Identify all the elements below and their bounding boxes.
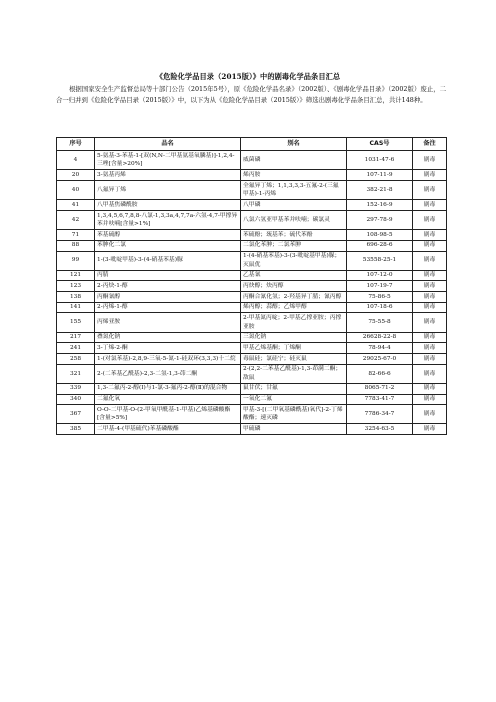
row-serial: 258 [57,354,95,365]
row-name: 苯胂化二氯 [95,240,241,251]
row-serial: 41 [57,200,95,211]
row-name: 3-丁烯-2-酮 [95,343,241,354]
row-serial: 40 [57,181,95,200]
table-row [57,200,447,211]
row-cas: 108-98-5 [347,230,413,241]
intro-paragraph: 根据国家安全生产监督总局等十部门公告（2015年5号），原《危险化学品名录》（2002版）、《剧毒化学品目录》（2002版）废止，二合一归并到《危险化学品目录（2015版）》中，以下为从《危险化学品目录（2015版）》筛选出剧毒化学品条目汇总，共计148种。 [56,85,446,105]
row-name: 2-(二苯基乙酰基)-2,3-二氢-1,3-茚二酮 [95,364,241,383]
row-note: 剧毒 [413,251,447,270]
table-row [57,170,447,181]
table-body [57,151,447,435]
row-alias: 毒鼠硅；氯硅宁；硅灭鼠 [241,354,347,365]
header-name: 品名 [95,138,241,151]
row-note: 剧毒 [413,170,447,181]
row-cas: 107-11-9 [347,170,413,181]
header-cas: CAS号 [347,138,413,151]
row-alias: 甲硫磷 [241,424,347,435]
row-name: 八氟异丁烯 [95,181,241,200]
row-note: 剧毒 [413,292,447,303]
row-note: 剧毒 [413,210,447,229]
row-serial: 155 [57,313,95,332]
row-cas: 7786-34-7 [347,405,413,424]
row-note: 剧毒 [413,181,447,200]
row-alias: 鼠甘伏；甘氟 [241,383,347,394]
row-cas: 29025-67-0 [347,354,413,365]
row-name: 1,3-二氟丙-2-醇(Ⅰ)与1-氯-3-氟丙-2-醇(Ⅱ)的混合物 [95,383,241,394]
row-serial: 71 [57,230,95,241]
table-row [57,313,447,332]
row-cas: 3254-63-5 [347,424,413,435]
row-name: 丙腈 [95,270,241,281]
row-serial: 217 [57,332,95,343]
table-row [57,281,447,292]
row-note: 剧毒 [413,332,447,343]
row-name: O-O-二甲基-O-(2-甲氧甲酰基-1-甲基)乙烯基磷酸酯[含量>5%] [95,405,241,424]
row-note: 剧毒 [413,364,447,383]
table-row [57,210,447,229]
row-alias: 二氯化苯胂；二氯苯胂 [241,240,347,251]
row-note: 剧毒 [413,313,447,332]
row-serial: 88 [57,240,95,251]
row-cas: 75-55-8 [347,313,413,332]
row-serial: 20 [57,170,95,181]
table-row [57,181,447,200]
table-row [57,364,447,383]
row-alias: 全氟异丁烯；1,1,3,3,3-五氟-2-(三氟甲基)-1-丙烯 [241,181,347,200]
row-alias: 苯硫酚；巯基苯；硫代苯酚 [241,230,347,241]
row-serial: 321 [57,364,95,383]
row-name: 3-氨基丙烯 [95,170,241,181]
row-serial: 385 [57,424,95,435]
row-cas: 75-86-5 [347,292,413,303]
row-cas: 382-21-8 [347,181,413,200]
row-cas: 53558-25-1 [347,251,413,270]
row-serial: 42 [57,210,95,229]
row-serial: 121 [57,270,95,281]
row-name: 1-(3-吡啶甲基)-3-(4-硝基苯基)脲 [95,251,241,270]
row-note: 剧毒 [413,383,447,394]
table-row [57,343,447,354]
row-note: 剧毒 [413,240,447,251]
table-row [57,394,447,405]
row-note: 剧毒 [413,281,447,292]
row-alias: 八甲磷 [241,200,347,211]
row-cas: 107-18-6 [347,302,413,313]
row-name: 2-丙烯-1-醇 [95,302,241,313]
row-cas: 82-66-6 [347,364,413,383]
row-serial: 4 [57,151,95,170]
table-row [57,354,447,365]
row-name: 5-氨基-3-苯基-1-[双(N,N-二甲基氨基氧膦基)]-1,2,4-三唑[含量>20%] [95,151,241,170]
header-serial: 序号 [57,138,95,151]
row-name: 二甲基-4-(甲基硫代)苯基磷酸酯 [95,424,241,435]
row-alias: 一氧化二氟 [241,394,347,405]
row-alias: 甲基-3-[(二甲氧基磷酰基)氧代]-2-丁烯酸酯；速灭磷 [241,405,347,424]
table-row [57,151,447,170]
row-note: 剧毒 [413,230,447,241]
row-alias: 2-(2,2-二苯基乙酰基)-1,3-茚满二酮；敌鼠 [241,364,347,383]
table-row [57,292,447,303]
row-name: 2-丙炔-1-醇 [95,281,241,292]
row-cas: 7783-41-7 [347,394,413,405]
row-name: 丙酮氰醇 [95,292,241,303]
row-alias: 三氮化钠 [241,332,347,343]
row-serial: 339 [57,383,95,394]
row-serial: 123 [57,281,95,292]
row-cas: 152-16-9 [347,200,413,211]
row-alias: 威菌磷 [241,151,347,170]
row-note: 剧毒 [413,343,447,354]
row-serial: 99 [57,251,95,270]
table-row [57,302,447,313]
table-header-row [57,138,447,151]
table-row [57,332,447,343]
row-alias: 乙基氰 [241,270,347,281]
row-note: 剧毒 [413,354,447,365]
table-row [57,270,447,281]
row-note: 剧毒 [413,424,447,435]
table-row [57,405,447,424]
table-row [57,240,447,251]
row-alias: 烯丙胺 [241,170,347,181]
row-name: 丙烯亚胺 [95,313,241,332]
document-title: 《危险化学品目录（2015版）》中的剧毒化学品条目汇总 [155,72,341,81]
row-name: 苯基硫醇 [95,230,241,241]
header-alias: 别名 [241,138,347,151]
row-note: 剧毒 [413,200,447,211]
row-name: 1,3,4,5,6,7,8,8-八氯-1,3,3a,4,7,7a-六氢-4,7-甲撑异苯并呋喃[含量>1%] [95,210,241,229]
row-alias: 1-(4-硝基苯基)-3-(3-吡啶基甲基)脲；灭鼠优 [241,251,347,270]
row-alias: 2-甲基氮丙啶；2-甲基乙撑亚胺；丙撑亚胺 [241,313,347,332]
row-name: 叠氮化钠 [95,332,241,343]
row-serial: 241 [57,343,95,354]
row-cas: 107-19-7 [347,281,413,292]
row-alias: 烯丙醇；蒜醇；乙烯甲醇 [241,302,347,313]
row-serial: 141 [57,302,95,313]
row-alias: 丙炔醇；炔丙醇 [241,281,347,292]
row-alias: 丙酮合氰化氢；2-羟基异丁腈；氰丙醇 [241,292,347,303]
row-cas: 297-78-9 [347,210,413,229]
row-cas: 26628-22-8 [347,332,413,343]
row-cas: 107-12-0 [347,270,413,281]
row-note: 剧毒 [413,405,447,424]
row-alias: 甲基乙烯基酮；丁烯酮 [241,343,347,354]
row-serial: 138 [57,292,95,303]
row-name: 八甲基焦磷酰胺 [95,200,241,211]
row-note: 剧毒 [413,394,447,405]
row-note: 剧毒 [413,270,447,281]
row-alias: 八氯六氢亚甲基苯并呋喃；碳氯灵 [241,210,347,229]
header-note: 备注 [413,138,447,151]
table-row [57,383,447,394]
table-row [57,424,447,435]
row-name: 1-(对氯苯基)-2,8,9-三氧-5-氮-1-硅双环(3,3,3)十二烷 [95,354,241,365]
row-cas: 696-28-6 [347,240,413,251]
row-name: 二氟化氧 [95,394,241,405]
row-cas: 78-94-4 [347,343,413,354]
table-row [57,230,447,241]
row-serial: 340 [57,394,95,405]
table-row [57,251,447,270]
row-note: 剧毒 [413,302,447,313]
row-cas: 8065-71-2 [347,383,413,394]
chemical-table [56,137,447,435]
row-cas: 1031-47-6 [347,151,413,170]
row-note: 剧毒 [413,151,447,170]
row-serial: 367 [57,405,95,424]
